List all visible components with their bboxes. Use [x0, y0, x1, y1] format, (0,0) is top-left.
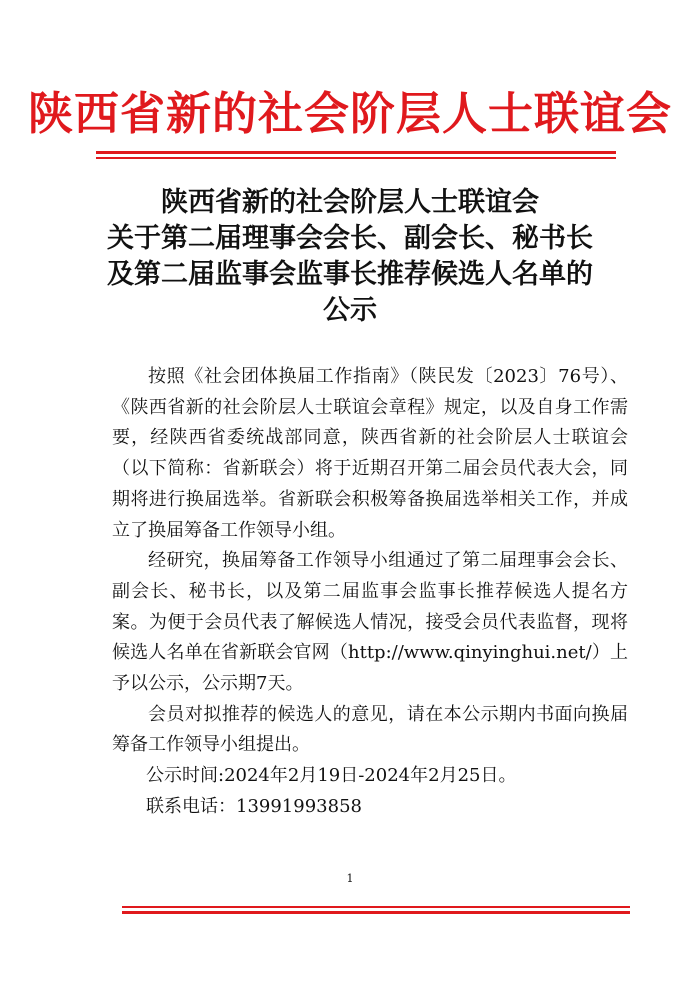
title-line-3: 及第二届监事会监事长推荐候选人名单的 [107, 259, 593, 290]
title-line-2: 关于第二届理事会会长、副会长、秘书长 [107, 223, 593, 254]
notice-body [112, 362, 628, 823]
paragraph-nomination: 经研究，换届筹备工作领导小组通过了第二届理事会会长、副会长、秘书长，以及第二届监事会监事长推荐候选人提名方案。为便于会员代表了解候选人情况，接受会员代表监督，现将候选人名单在省新联会官网（http://www.qinyinghui.net/）上予以公示，公示期7天。 [112, 550, 628, 695]
notice-title [0, 185, 700, 329]
footer-rule-thick [122, 911, 630, 914]
title-line-4: 公示 [323, 295, 377, 326]
page-number: 1 [346, 872, 354, 885]
header-rule-thick [96, 151, 616, 154]
footer-rule-thin [122, 906, 630, 908]
masthead-org-name: 陕西省新的社会阶层人士联谊会 [27, 87, 672, 140]
header-rule-thin [96, 157, 616, 159]
contact-phone: 联系电话：13991993858 [146, 795, 362, 817]
paragraph-basis: 按照《社会团体换届工作指南》（陕民发〔2023〕76号）、《陕西省新的社会阶层人士联谊会章程》规定，以及自身工作需要，经陕西省委统战部同意，陕西省新的社会阶层人士联谊会（以下简称：省新联会）将于近期召开第二届会员代表大会，同期将进行换届选举。省新联会积极筹备换届选举相关工作，并成立了换届筹备工作领导小组。 [112, 366, 628, 541]
paragraph-feedback: 会员对拟推荐的候选人的意见，请在本公示期内书面向换届筹备工作领导小组提出。 [112, 703, 628, 756]
publicity-period: 公示时间:2024年2月19日-2024年2月25日。 [146, 765, 517, 787]
title-line-1: 陕西省新的社会阶层人士联谊会 [161, 187, 539, 218]
